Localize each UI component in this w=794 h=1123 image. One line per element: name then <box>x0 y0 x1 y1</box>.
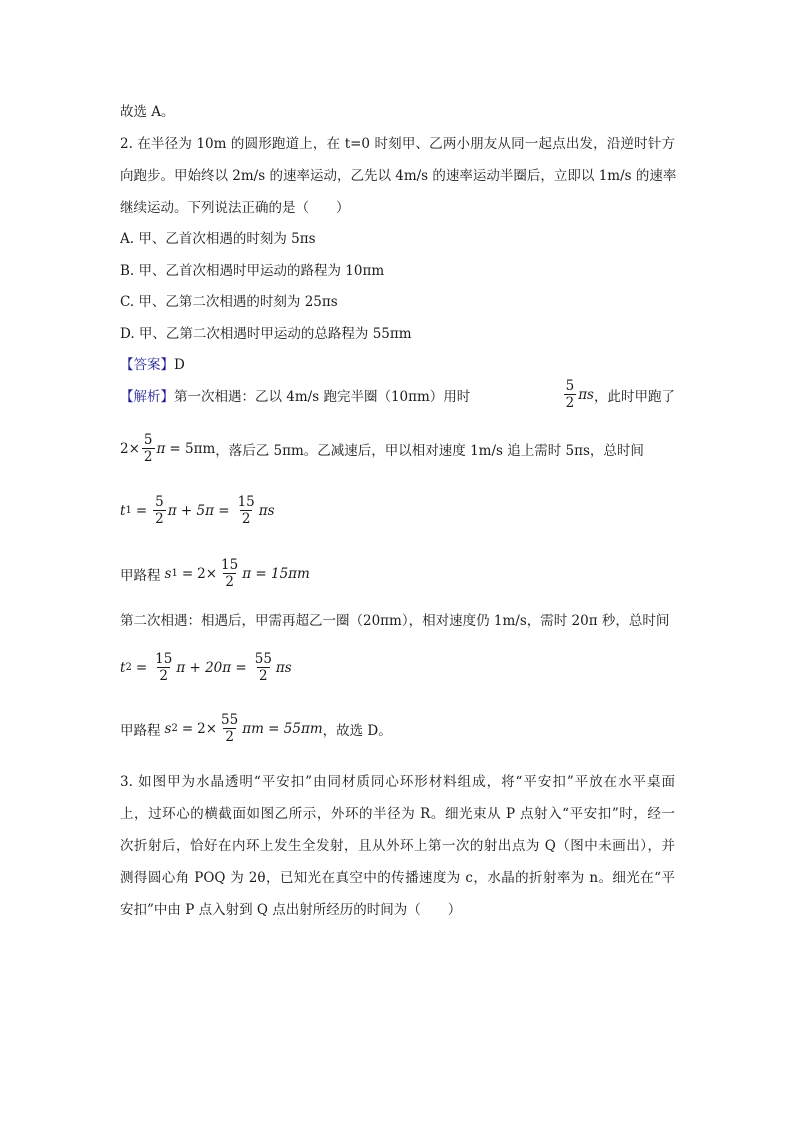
formula-path-1: 甲路程 s 1 = 2× $\frac{15}{2}$ π = 15πm <box>120 557 310 590</box>
formula-t1: t 1 = $\frac{5}{2}$ π + 5π = $\frac{15}{2}$ πs <box>120 494 275 527</box>
intro-text: 故选 A。 <box>120 104 175 120</box>
fraction-5-over-2: $\frac{5}{2}$ <box>565 378 575 411</box>
analysis-text-2: ，落后乙 5πm。乙减速后，甲以相对速度 1m/s 追上需时 5πs，总时间 <box>215 442 644 459</box>
answer-label: 【答案】 <box>120 357 174 373</box>
q2-option-d: D. 甲、乙第二次相遇时甲运动的总路程为 55πm <box>120 326 412 342</box>
q2-option-c: C. 甲、乙第二次相遇的时刻为 25πs <box>120 294 338 310</box>
analysis-text-1a: 第一次相遇：乙以 4m/s 跑完半圈（10πm）用时 <box>174 388 471 405</box>
q2-stem-line-3: 继续运动。下列说法正确的是（ ） <box>120 200 350 216</box>
q2-answer <box>120 355 185 375</box>
q2-stem-line-1: 2. 在半径为 10m 的圆形跑道上，在 t=0 时刻甲、乙两小朋友从同一起点出发，沿逆时针方 <box>120 136 675 152</box>
q3-line-4: 测得圆心角 POQ 为 2θ，已知光在真空中的传播速度为 c，水晶的折射率为 n。细光在“平 <box>120 870 675 886</box>
q3-line-1: 3. 如图甲为水晶透明“平安扣”由同材质同心环形材料组成，将“平安扣”平放在水平桌面 <box>120 774 675 790</box>
analysis-text-1b: ，此时甲跑了 <box>594 388 675 405</box>
answer-value: D <box>174 357 185 373</box>
q2-option-b: B. 甲、乙首次相遇时甲运动的路程为 10πm <box>120 263 385 279</box>
q3-line-2: 上，过环心的横截面如图乙所示，外环的半径为 R。细光束从 P 点射入“平安扣”时，经一 <box>120 806 675 822</box>
analysis-second-meeting: 第二次相遇：相遇后，甲需再超乙一圈（20πm），相对速度仍 1m/s，需时 20π 秒，总时间 <box>120 613 670 629</box>
analysis-label: 【解析】 <box>120 388 174 405</box>
formula-t2: t 2 = $\frac{15}{2}$ π + 20π = $\frac{55}{2}$ πs <box>120 651 292 684</box>
q2-option-a: A. 甲、乙首次相遇的时刻为 5πs <box>120 231 316 247</box>
analysis-line-2: 2× $\frac{5}{2}$ π = 5πm ，落后乙 5πm。乙减速后，甲以相对速度 1m/s 追上需时 5πs，总时间 <box>120 432 644 465</box>
q3-line-3: 次折射后，恰好在内环上发生全发射，且从外环上第一次的射出点为 Q（图中未画出），并 <box>120 838 675 854</box>
fraction-5-over-2-b: $\frac{5}{2}$ <box>143 432 153 465</box>
q3-line-5: 安扣”中由 P 点入射到 Q 点出射所经历的时间为（ ） <box>120 902 462 918</box>
formula-path-2: 甲路程 s 2 = 2× $\frac{55}{2}$ πm = 55πm ，故选 D。 <box>120 712 392 745</box>
q2-stem-line-2: 向跑步。甲始终以 2m/s 的速率运动，乙先以 4m/s 的速率运动半圈后，立即以 1m/s 的速率 <box>120 168 677 184</box>
analysis-line-1 <box>120 378 675 411</box>
pi-s: πs <box>578 386 594 403</box>
